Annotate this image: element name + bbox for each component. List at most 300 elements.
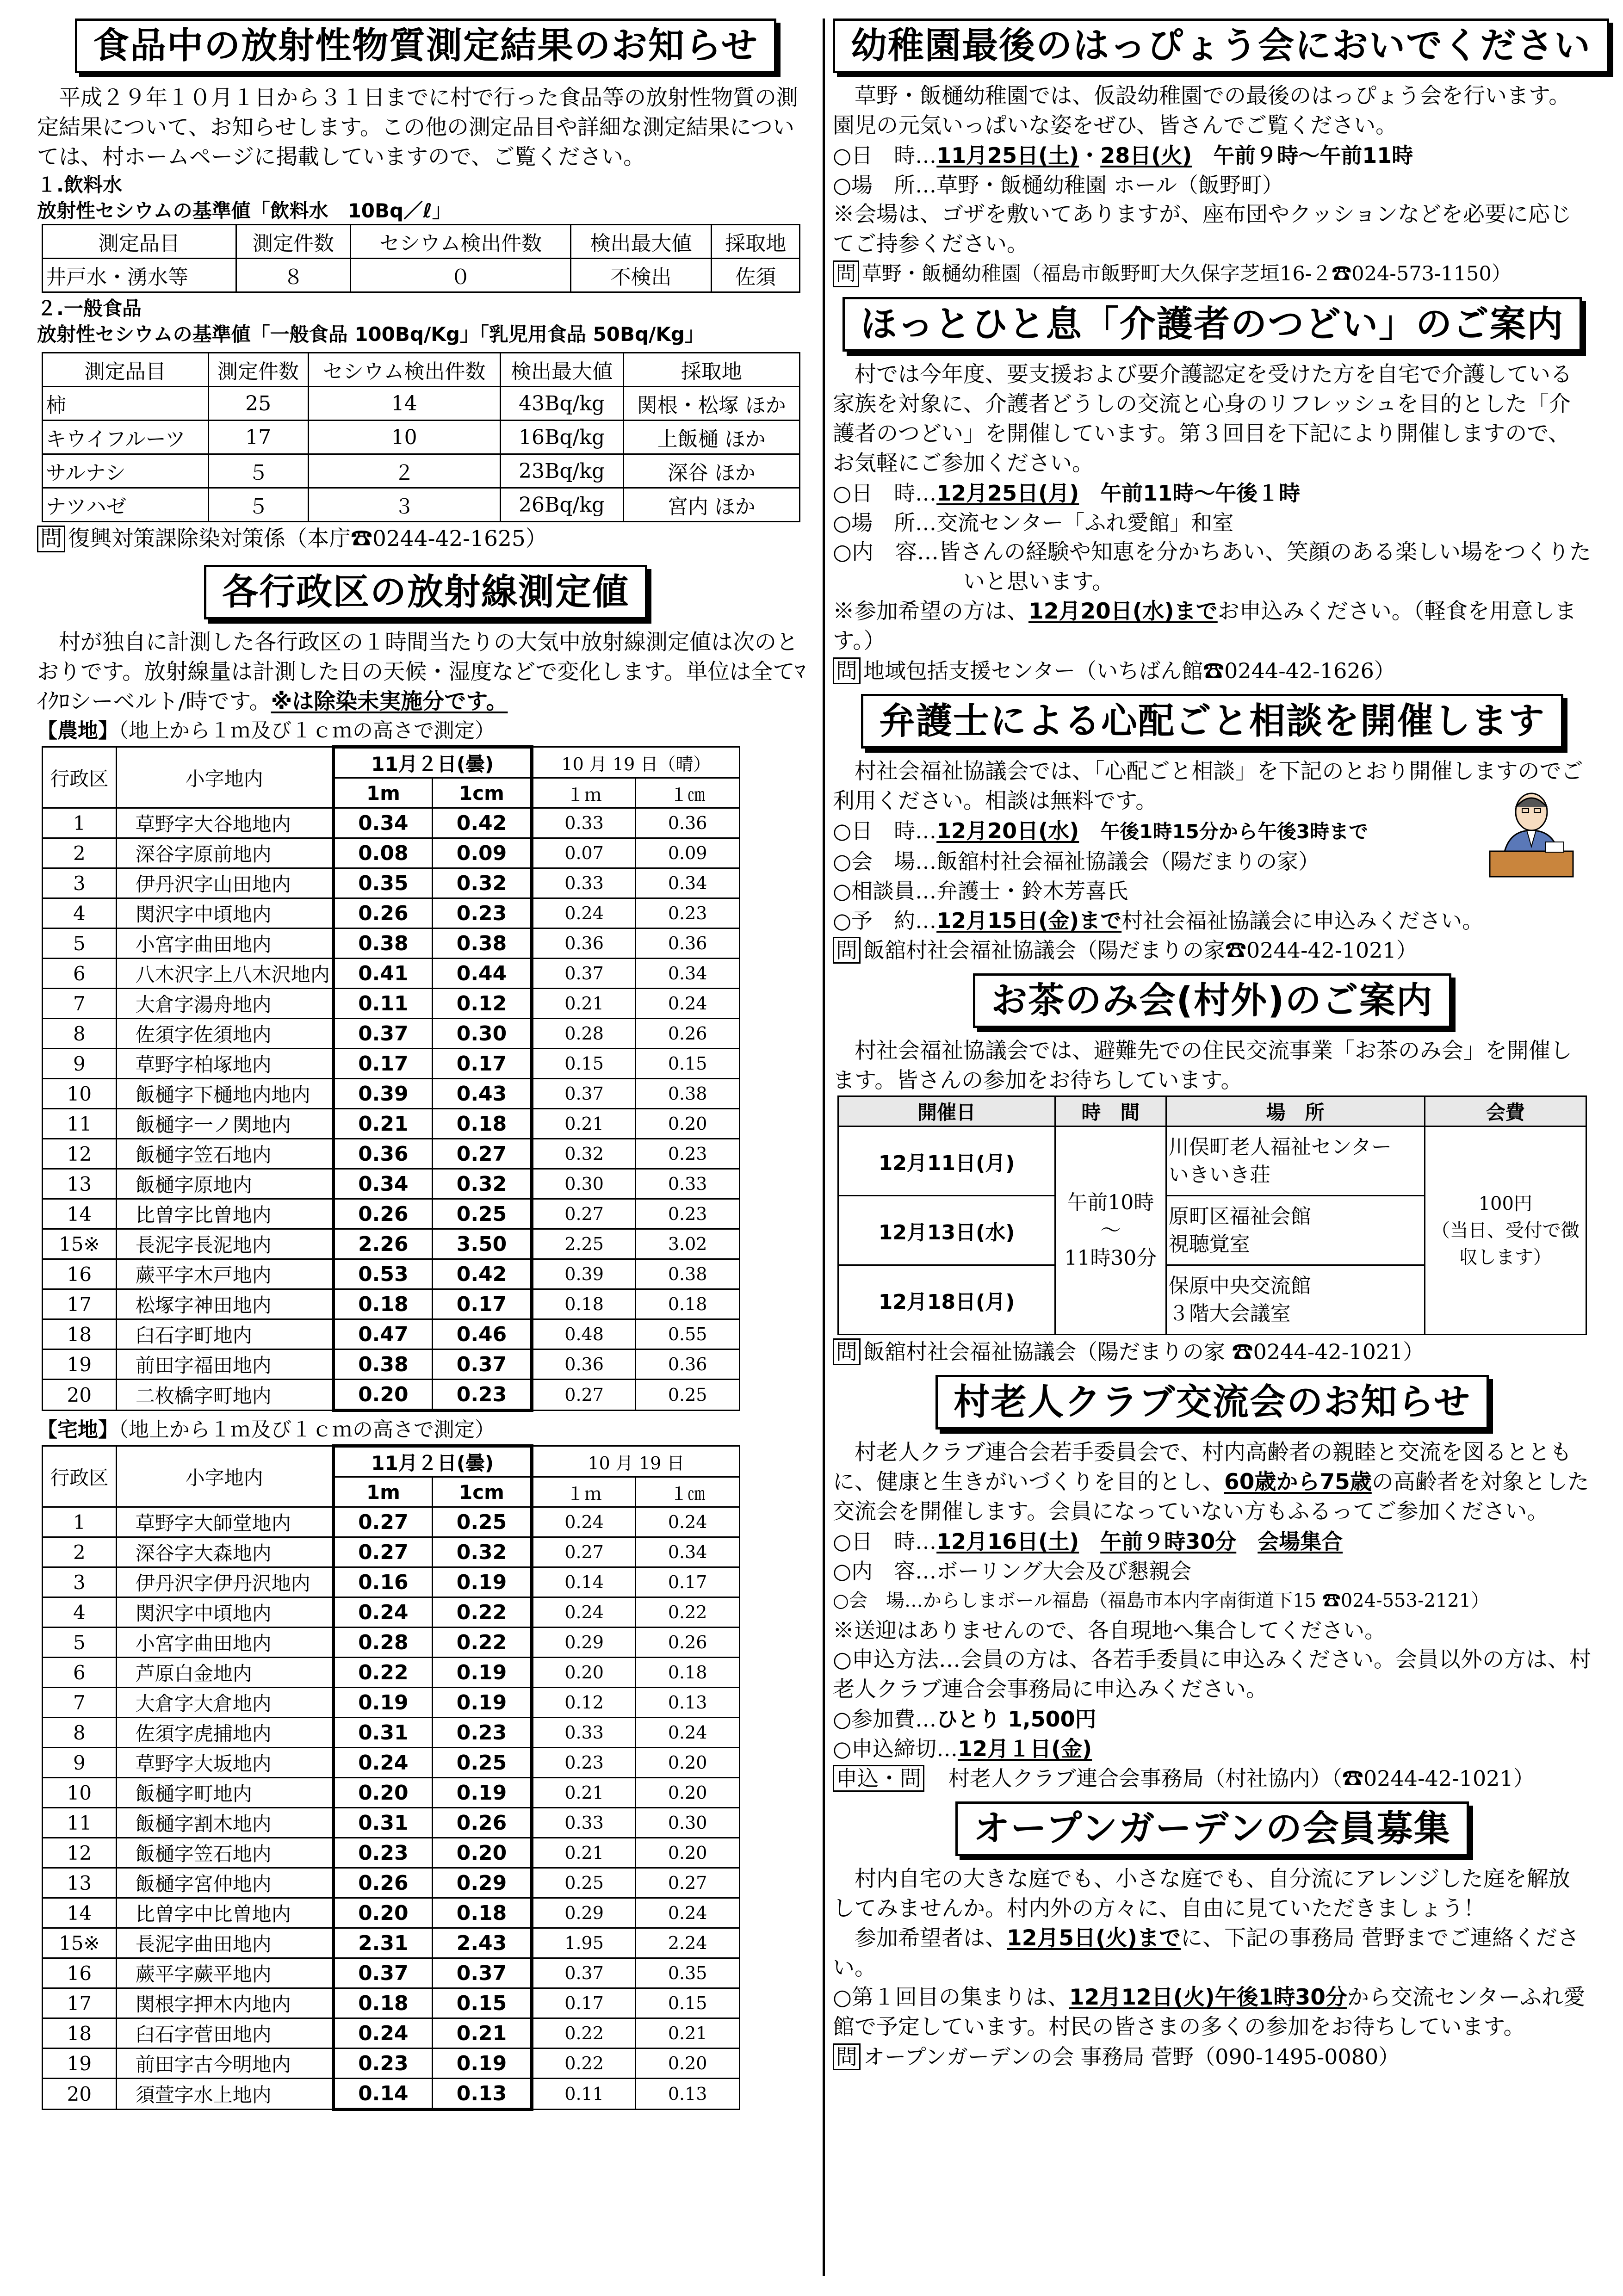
district-number: 7 [43,989,117,1019]
general-standard: 放射性セシウムの基準値「一般食品 100Bq/Kg」「乳児用食品 50Bq/Kg」 [37,323,704,346]
header-area: 小字地内 [116,747,333,808]
radiation-note: ※は除染未実施分です。 [271,689,508,714]
area-name: 飯樋字笠石地内 [116,1838,333,1868]
value-1m-prev: 0.36 [532,1349,636,1380]
area-name: 飯樋字下樋地内地内 [116,1079,333,1109]
value-1cm: 0.22 [433,1597,532,1628]
value-1cm: 0.46 [433,1319,532,1349]
area-name: 草野字大谷地地内 [116,808,333,838]
area-name: 大倉字湯舟地内 [116,989,333,1019]
table-header-row [43,225,800,259]
garden-contact: オープンガーデンの会 事務局 菅野（090-1495-0080） [863,2044,1400,2069]
table-row [43,898,740,928]
kindergarten-title: 幼稚園最後のはっぴょう会においでください [833,19,1609,73]
district-number: 13 [43,1169,117,1199]
age-range: 60歳から75歳 [1224,1469,1372,1495]
value-1m: 0.20 [333,1898,433,1928]
area-name: 大倉字大倉地内 [116,1688,333,1718]
value-1m-prev: 0.18 [532,1289,636,1319]
value-1cm: 0.42 [433,1259,532,1289]
value-1cm: 0.19 [433,1567,532,1597]
value-1m: 0.26 [333,1199,433,1229]
tea-place: 保原中央交流館 ３階大会議室 [1166,1265,1425,1335]
district-number: 20 [43,1380,117,1411]
table-row [43,1658,740,1688]
value-1m: 0.24 [333,1748,433,1778]
district-number: 20 [43,2079,117,2110]
value-1m-prev: 0.21 [532,1778,636,1808]
lawyer-contact: 飯舘村社会福祉協議会（陽だまりの家☎0244-42-1021） [863,938,1418,963]
tea-intro: 村社会福祉協議会では、避難先での住民交流事業「お茶のみ会」を開催します。皆さんの参加をお待ちしています。 [833,1038,1572,1093]
value-1m-prev: 0.37 [532,959,636,989]
value-1m: 0.36 [333,1139,433,1169]
value-1m: 0.38 [333,1349,433,1380]
date-label: ○日 時… [833,481,937,506]
table-row [43,2018,740,2048]
general-food-table [42,352,800,522]
value-1cm: 0.18 [433,1898,532,1928]
kindergarten-place: ○場 所…草野・飯樋幼稚園 ホール（飯野町） [833,173,1283,198]
kindergarten-section [833,19,1592,289]
value-1cm: 0.15 [433,1988,532,2018]
value-1m-prev: 0.37 [532,1958,636,1988]
farmland-radiation-table [42,745,740,1412]
elder-intro: 村老人クラブ連合会若手委員会で、村内高齢者の親睦と交流を図るとともに、健康と生きがいづくりを目的とし、 [833,1440,1572,1495]
district-number: 1 [43,808,117,838]
value-1cm: 0.20 [433,1838,532,1868]
lawyer-title: 弁護士による心配ごと相談を開催します [861,694,1563,749]
table-cell: 佐須 [712,259,800,292]
garden-intro: 村内自宅の大きな庭でも、小さな庭でも、自分流にアレンジした庭を解放してみませんか。村内外の方々に、自由に見ていただきましょう！ [833,1866,1570,1921]
table-cell: ナツハゼ [43,488,209,522]
value-1m-prev: 0.25 [532,1868,636,1898]
table-cell: 23Bq/kg [500,454,623,488]
fee-amount: ひとり 1,500円 [936,1707,1096,1732]
table-row [43,454,800,488]
event-date: 12月20日(水) [936,818,1079,843]
table-row [43,1289,740,1319]
home-caption-text: （地上から１ｍ及び１ｃｍの高さで測定） [118,1418,495,1442]
value-1cm: 0.42 [433,808,532,838]
district-number: 17 [43,1289,117,1319]
district-number: 17 [43,1988,117,2018]
inquiry-mark: 問 [833,2043,861,2070]
table-cell: 宮内 ほか [623,488,799,522]
value-1m-prev: 0.48 [532,1319,636,1349]
header-1m-prev: １ｍ [532,778,636,808]
table-row [43,1079,740,1109]
header-1cm: 1cm [433,778,532,808]
elder-contact: 村老人クラブ連合会事務局（村社協内）（☎0244-42-1021） [948,1766,1535,1791]
value-1m: 0.34 [333,808,433,838]
value-1m: 0.26 [333,898,433,928]
value-1m-prev: 0.24 [532,1597,636,1628]
value-1m-prev: 0.07 [532,838,636,868]
table-cell: 14 [308,387,500,421]
header-1cm-prev: １㎝ [636,1477,740,1507]
food-contact: 復興対策課除染対策係（本庁☎0244-42-1625） [68,526,547,551]
value-1cm: 0.22 [433,1628,532,1658]
table-row [43,989,740,1019]
value-1m-prev: 0.21 [532,989,636,1019]
value-1m-prev: 0.21 [532,1838,636,1868]
table-row [43,1778,740,1808]
date-separator: ・ [1079,143,1101,168]
header-place: 場 所 [1166,1096,1425,1126]
tea-date: 12月11日(月) [838,1126,1055,1196]
header-time: 時 間 [1055,1096,1166,1126]
event-time: 午前９時30分 [1100,1529,1237,1554]
value-1cm: 0.25 [433,1199,532,1229]
district-number: 11 [43,1109,117,1139]
table-row [43,2048,740,2079]
general-heading: ２.一般食品 [37,297,142,320]
value-1cm-prev: 0.23 [636,1199,740,1229]
value-1m: 0.18 [333,1289,433,1319]
left-column [37,19,814,2111]
area-name: 臼石字町地内 [116,1319,333,1349]
value-1cm-prev: 0.20 [636,1109,740,1139]
area-name: 飯樋字町地内 [116,1778,333,1808]
table-row [43,1748,740,1778]
value-1cm: 0.18 [433,1109,532,1139]
value-1m: 0.08 [333,838,433,868]
date-label: ○日 時… [833,818,937,843]
table-row [43,1898,740,1928]
district-number: 10 [43,1778,117,1808]
table-row [43,808,740,838]
district-number: 19 [43,1349,117,1380]
district-number: 16 [43,1259,117,1289]
area-name: 二枚橋字町地内 [116,1380,333,1411]
table-row [43,838,740,868]
table-row [43,1049,740,1079]
district-number: 6 [43,959,117,989]
area-name: 比曽字比曽地内 [116,1199,333,1229]
fee-label: ○参加費… [833,1707,937,1732]
value-1cm: 0.38 [433,928,532,959]
district-number: 1 [43,1507,117,1537]
lawyer-person: ○相談員…弁護士・鈴木芳喜氏 [833,879,1128,904]
column-header: 採取地 [623,353,799,387]
tea-date: 12月13日(水) [838,1196,1055,1265]
value-1m-prev: 0.20 [532,1658,636,1688]
column-header: 検出最大値 [500,353,623,387]
table-cell: 43Bq/kg [500,387,623,421]
district-number: 3 [43,1567,117,1597]
value-1cm: 0.32 [433,1169,532,1199]
event-date: 12月25日(月) [936,481,1079,506]
table-row [43,959,740,989]
value-1m: 0.41 [333,959,433,989]
table-row [43,1597,740,1628]
garden-first: ○第１回目の集まりは、 [833,1985,1070,2010]
column-header: 測定品目 [43,225,236,259]
reserve-text: 村社会福祉協議会に申込みください。 [1121,908,1484,933]
value-1cm-prev: 0.34 [636,1537,740,1567]
caregiver-section [833,297,1592,686]
deadline-label: ○申込締切… [833,1736,958,1761]
elder-note: ※送迎はありませんので、各自現地へ集合してください。 [833,1618,1386,1643]
table-cell: 10 [308,421,500,454]
table-cell: ５ [208,488,308,522]
value-1cm: 0.43 [433,1079,532,1109]
header-1m: 1m [333,1477,433,1507]
garden-apply: 参加希望者は、 [855,1925,1007,1951]
value-1cm: 3.50 [433,1229,532,1259]
radiation-title: 各行政区の放射線測定値 [204,565,647,619]
farm-caption-label: 【農地】 [37,719,118,743]
value-1m-prev: 0.37 [532,1079,636,1109]
value-1cm-prev: 0.20 [636,1778,740,1808]
value-1cm: 0.37 [433,1958,532,1988]
value-1m-prev: 0.29 [532,1898,636,1928]
inquiry-mark: 問 [833,1338,861,1365]
table-cell: ２ [308,454,500,488]
garden-first-date: 12月12日(火)午後1時30分 [1069,1985,1347,2010]
tea-section [833,973,1592,1367]
district-number: 9 [43,1748,117,1778]
value-1m-prev: 0.39 [532,1259,636,1289]
table-cell: 柿 [43,387,209,421]
table-row [43,1537,740,1567]
table-cell: 上飯樋 ほか [623,421,799,454]
value-1cm: 0.37 [433,1349,532,1380]
table-row [43,1628,740,1658]
district-number: 4 [43,1597,117,1628]
area-name: 小宮字曲田地内 [116,1628,333,1658]
value-1cm: 0.23 [433,1718,532,1748]
value-1m: 0.19 [333,1688,433,1718]
header-district: 行政区 [43,1446,117,1507]
area-name: 臼石字菅田地内 [116,2018,333,2048]
value-1m: 0.17 [333,1049,433,1079]
caregiver-title: ほっとひと息「介護者のつどい」のご案内 [842,297,1582,352]
lawyer-illustration [1481,786,1582,879]
elder-place: ○会 場…からしまボール福島（福島市本内字南街道下15 ☎024-553-2121） [833,1590,1490,1611]
district-number: 15※ [43,1229,117,1259]
value-1cm: 0.25 [433,1748,532,1778]
value-1m: 0.24 [333,1597,433,1628]
value-1m-prev: 0.17 [532,1988,636,2018]
value-1m: 0.35 [333,868,433,898]
value-1m: 0.27 [333,1537,433,1567]
table-row [43,387,800,421]
value-1cm: 0.23 [433,898,532,928]
garden-section [833,1801,1592,2072]
value-1cm-prev: 0.24 [636,989,740,1019]
table-cell: 不検出 [570,259,712,292]
value-1cm-prev: 0.13 [636,1688,740,1718]
lawyer-section [833,694,1592,965]
area-name: 伊丹沢字山田地内 [116,868,333,898]
value-1cm-prev: 2.24 [636,1928,740,1958]
inquiry-mark: 問 [833,260,859,287]
value-1cm: 0.32 [433,868,532,898]
table-row [43,1958,740,1988]
table-row [43,1688,740,1718]
value-1m: 0.22 [333,1658,433,1688]
water-heading: １.飲料水 [37,173,122,196]
value-1cm: 0.12 [433,989,532,1019]
area-name: 蕨平字木戸地内 [116,1259,333,1289]
value-1cm-prev: 0.36 [636,808,740,838]
inquiry-mark: 問 [833,937,861,964]
value-1cm-prev: 0.15 [636,1049,740,1079]
farm-caption-text: （地上から１ｍ及び１ｃｍの高さで測定） [118,719,495,743]
district-number: 13 [43,1868,117,1898]
value-1cm-prev: 0.18 [636,1289,740,1319]
area-name: 小宮字曲田地内 [116,928,333,959]
table-row [43,1319,740,1349]
table-row [43,2079,740,2110]
value-1cm-prev: 0.09 [636,838,740,868]
table-row [43,259,800,292]
caregiver-contact: 地域包括支援センター（いちばん館☎0244-42-1626） [863,658,1395,683]
value-1cm-prev: 0.33 [636,1169,740,1199]
district-number: 7 [43,1688,117,1718]
header-fee: 会費 [1425,1096,1586,1126]
value-1cm-prev: 0.30 [636,1808,740,1838]
apply-deadline: 12月20日(水)まで [1028,599,1218,624]
header-date-current: 11月２日(曇) [333,1446,532,1477]
header-1m-prev: １ｍ [532,1477,636,1507]
area-name: 松塚字神田地内 [116,1289,333,1319]
value-1cm-prev: 0.15 [636,1988,740,2018]
table-row [43,488,800,522]
value-1m: 0.23 [333,2048,433,2079]
value-1m-prev: 0.28 [532,1019,636,1049]
elder-club-section [833,1375,1592,1793]
area-name: 須萱字水上地内 [116,2079,333,2110]
value-1cm-prev: 0.13 [636,2079,740,2110]
value-1m: 0.18 [333,1988,433,2018]
kindergarten-intro: 草野・飯樋幼稚園では、仮設幼稚園での最後のはっぴょう会を行います。園児の元気いっぱいな姿をぜひ、皆さんでご覧ください。 [833,83,1571,138]
area-name: 佐須字佐須地内 [116,1019,333,1049]
district-number: 3 [43,868,117,898]
reserve-label: ○予 約… [833,908,937,933]
column-divider [823,19,825,2276]
header-date-previous: 10 月 19 日（晴） [532,747,739,778]
value-1m: 0.47 [333,1319,433,1349]
garden-deadline: 12月5日(火)まで [1007,1925,1181,1951]
district-number: 15※ [43,1928,117,1958]
column-header: 検出最大値 [570,225,712,259]
event-time: 午前９時～午前11時 [1213,143,1413,168]
value-1cm-prev: 0.55 [636,1319,740,1349]
header-1m: 1m [333,778,433,808]
table-row [43,1199,740,1229]
value-1m: 0.53 [333,1259,433,1289]
value-1m-prev: 0.15 [532,1049,636,1079]
area-name: 関根字押木内地内 [116,1988,333,2018]
value-1m-prev: 0.33 [532,1808,636,1838]
value-1m-prev: 0.24 [532,898,636,928]
right-column [833,19,1592,2072]
value-1m: 0.20 [333,1778,433,1808]
value-1cm-prev: 0.18 [636,1658,740,1688]
value-1cm-prev: 0.20 [636,1748,740,1778]
elder-intro-after: の高齢者を対象とした交流会を開催します。会員になっていない方もふるってご参加ください。 [833,1469,1589,1524]
table-row [43,1380,740,1411]
district-number: 12 [43,1139,117,1169]
district-number: 14 [43,1898,117,1928]
column-header: 測定品目 [43,353,209,387]
district-number: 14 [43,1199,117,1229]
value-1m: 0.37 [333,1019,433,1049]
value-1cm-prev: 0.17 [636,1567,740,1597]
garden-apply-after: に、下記の事務局 菅野までご連絡ください。 [833,1925,1580,1980]
value-1cm-prev: 3.02 [636,1229,740,1259]
value-1m: 2.26 [333,1229,433,1259]
table-row [43,1868,740,1898]
district-number: 6 [43,1658,117,1688]
deadline-date: 12月１日(金) [958,1736,1092,1761]
value-1cm: 0.25 [433,1507,532,1537]
food-intro: 平成２９年１０月１日から３１日までに村で行った食品等の放射性物質の測定結果について、お知らせします。この他の測定品目や詳細な測定結果については、村ホームページに掲載していますので、ご覧ください。 [37,85,798,170]
district-number: 10 [43,1079,117,1109]
table-cell: 深谷 ほか [623,454,799,488]
area-name: 前田字福田地内 [116,1349,333,1380]
header-date-current: 11月２日(曇) [333,747,532,778]
value-1m-prev: 0.30 [532,1169,636,1199]
district-number: 19 [43,2048,117,2079]
area-name: 関沢字中頃地内 [116,1597,333,1628]
value-1cm: 0.30 [433,1019,532,1049]
tea-time: 午前10時 ～ 11時30分 [1055,1126,1166,1335]
area-name: 草野字大師堂地内 [116,1507,333,1537]
date-label: ○日 時… [833,143,937,168]
value-1cm: 0.32 [433,1537,532,1567]
district-number: 16 [43,1958,117,1988]
water-standard: 放射性セシウムの基準値「飲料水 10Bq／ℓ」 [37,199,452,222]
table-cell: 17 [208,421,308,454]
value-1cm-prev: 0.27 [636,1868,740,1898]
district-number: 12 [43,1838,117,1868]
inquiry-mark: 申込・問 [833,1765,924,1792]
value-1m-prev: 0.12 [532,1688,636,1718]
food-title: 食品中の放射性物質測定結果のお知らせ [75,19,776,73]
event-time: 午後1時15分から午後3時まで [1100,820,1369,843]
gather-note: 会場集合 [1258,1529,1343,1554]
header-1cm-prev: １㎝ [636,778,740,808]
radiation-intro: 村が独自に計測した各行政区の１時間当たりの大気中放射線測定値は次のとおりです。放射線量は計測した日の天候・湿度などで変化します。単位は全てﾏｲｸﾛシーベルト/時です。 [37,630,805,714]
value-1cm-prev: 0.38 [636,1259,740,1289]
table-row [43,1019,740,1049]
table-row [43,1109,740,1139]
column-header: セシウム検出件数 [351,225,570,259]
area-name: 草野字柏塚地内 [116,1049,333,1079]
value-1cm-prev: 0.23 [636,898,740,928]
value-1cm: 0.19 [433,2048,532,2079]
district-number: 5 [43,928,117,959]
value-1m: 0.11 [333,989,433,1019]
value-1m-prev: 0.24 [532,1507,636,1537]
value-1m-prev: 0.33 [532,868,636,898]
value-1m-prev: 0.33 [532,1718,636,1748]
table-row [43,1139,740,1169]
value-1m-prev: 1.95 [532,1928,636,1958]
table-cell: キウイフルーツ [43,421,209,454]
value-1m-prev: 0.33 [532,808,636,838]
value-1m-prev: 0.36 [532,928,636,959]
table-cell: ５ [208,454,308,488]
elder-club-title: 村老人クラブ交流会のお知らせ [935,1375,1489,1430]
table-header-row [43,353,800,387]
food-section [37,19,814,554]
table-row [43,421,800,454]
value-1m-prev: 0.22 [532,2018,636,2048]
